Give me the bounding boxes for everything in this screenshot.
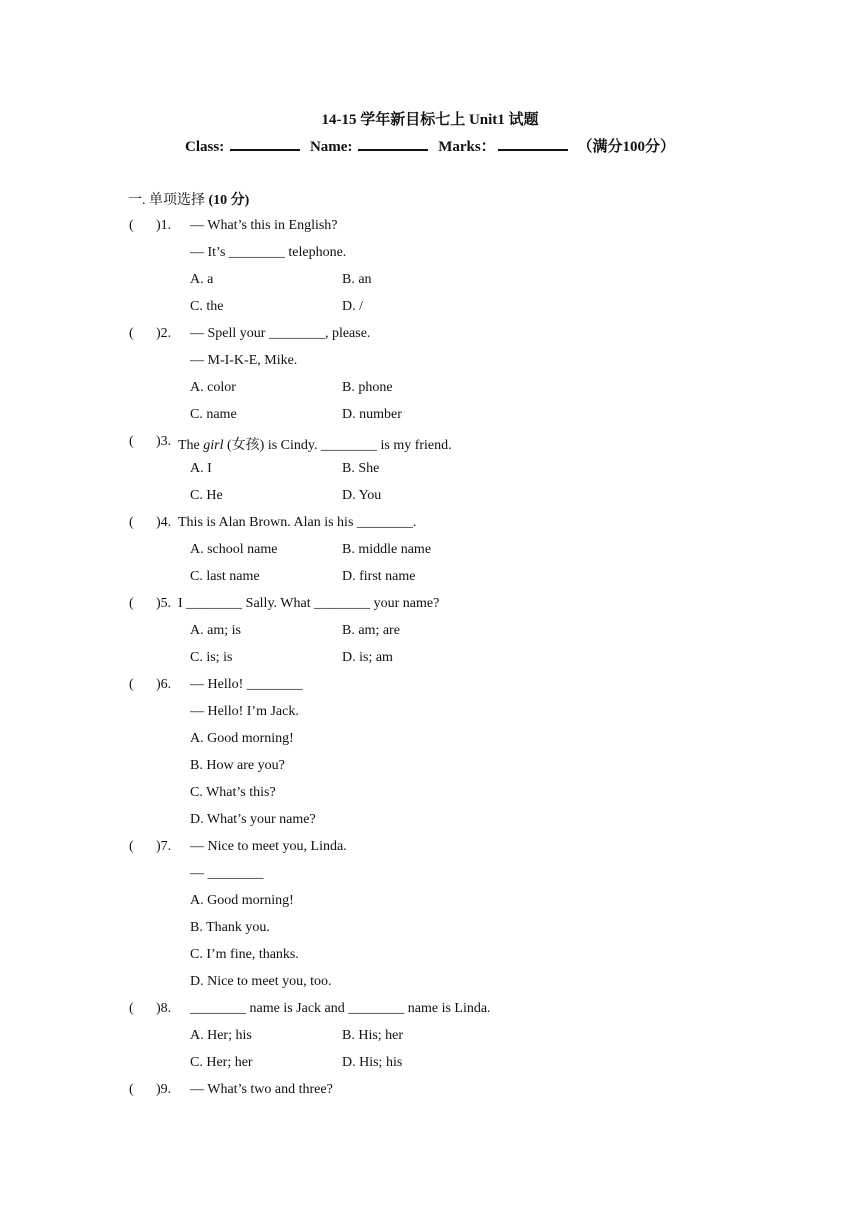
question-line: This is Alan Brown. Alan is his ________. [178, 515, 417, 530]
option-b: B. How are you? [190, 758, 285, 773]
option-b: B. phone [342, 380, 393, 395]
option-c: C. What’s this? [190, 785, 276, 800]
option-c: C. I’m fine, thanks. [190, 947, 299, 962]
question-text-pre: The [178, 438, 204, 453]
option-a: A. school name [190, 542, 278, 557]
option-b: B. Thank you. [190, 920, 270, 935]
answer-paren: ( [129, 677, 134, 692]
question-number: )1. [156, 218, 172, 233]
full-score: （满分100分） [577, 139, 675, 155]
section-label: 一. 单项选择 [128, 193, 205, 208]
question-text-post: (女孩) is Cindy. ________ is my friend. [223, 438, 452, 453]
option-c: C. the [190, 299, 224, 314]
option-d: D. Nice to meet you, too. [190, 974, 332, 989]
option-b: B. an [342, 272, 372, 287]
question-line: — Spell your ________, please. [190, 326, 371, 341]
option-a: A. Good morning! [190, 893, 294, 908]
option-b: B. His; her [342, 1028, 404, 1043]
option-a: A. am; is [190, 623, 241, 638]
answer-paren: ( [129, 326, 134, 341]
option-d: D. His; his [342, 1055, 403, 1070]
marks-label: Marks： [438, 139, 496, 155]
option-d: D. number [342, 407, 402, 422]
question-line: — Hello! I’m Jack. [190, 704, 299, 719]
page-title: 14-15 学年新目标七上 Unit1 试题 [321, 112, 539, 128]
answer-paren: ( [129, 515, 134, 530]
question-line [178, 434, 452, 454]
question-line: — Nice to meet you, Linda. [190, 839, 347, 854]
question-number: )2. [156, 326, 172, 341]
option-a: A. Her; his [190, 1028, 252, 1043]
option-a: A. I [190, 461, 212, 476]
answer-paren: ( [129, 218, 134, 233]
class-label: Class: [185, 139, 225, 155]
name-label: Name: [309, 139, 353, 155]
question-line: — It’s ________ telephone. [190, 245, 347, 260]
question-line: — M-I-K-E, Mike. [190, 353, 298, 368]
section-points: (10 分) [208, 193, 250, 208]
option-d: D. is; am [342, 650, 393, 665]
question-line: — What’s two and three? [190, 1082, 333, 1097]
answer-paren: ( [129, 1082, 134, 1097]
question-number: )9. [156, 1082, 172, 1097]
option-d: D. / [342, 299, 363, 314]
option-b: B. am; are [342, 623, 400, 638]
question-number: )6. [156, 677, 172, 692]
question-number: )8. [156, 1001, 172, 1016]
question-number: )4. [156, 515, 172, 530]
option-d: D. You [342, 488, 382, 503]
class-blank [230, 135, 300, 151]
student-info-line [0, 135, 860, 156]
answer-paren: ( [129, 434, 134, 449]
option-b: B. She [342, 461, 380, 476]
section-heading [128, 189, 249, 209]
question-text-italic: girl [203, 438, 224, 453]
question-number: )7. [156, 839, 172, 854]
answer-paren: ( [129, 1001, 134, 1016]
option-c: C. He [190, 488, 223, 503]
question-line: — Hello! ________ [190, 677, 303, 692]
marks-blank [498, 135, 568, 151]
option-c: C. name [190, 407, 237, 422]
question-line: I ________ Sally. What ________ your name? [178, 596, 440, 611]
option-a: A. color [190, 380, 236, 395]
option-a: A. Good morning! [190, 731, 294, 746]
answer-paren: ( [129, 596, 134, 611]
question-line: ________ name is Jack and ________ name is Linda. [190, 1001, 491, 1016]
answer-paren: ( [129, 839, 134, 854]
question-line: — What’s this in English? [190, 218, 338, 233]
option-c: C. last name [190, 569, 260, 584]
option-b: B. middle name [342, 542, 432, 557]
option-a: A. a [190, 272, 214, 287]
option-c: C. is; is [190, 650, 233, 665]
option-d: D. first name [342, 569, 416, 584]
option-d: D. What’s your name? [190, 812, 316, 827]
name-blank [358, 135, 428, 151]
question-number: )5. [156, 596, 172, 611]
question-line: — ________ [190, 866, 264, 881]
question-number: )3. [156, 434, 172, 449]
option-c: C. Her; her [190, 1055, 253, 1070]
